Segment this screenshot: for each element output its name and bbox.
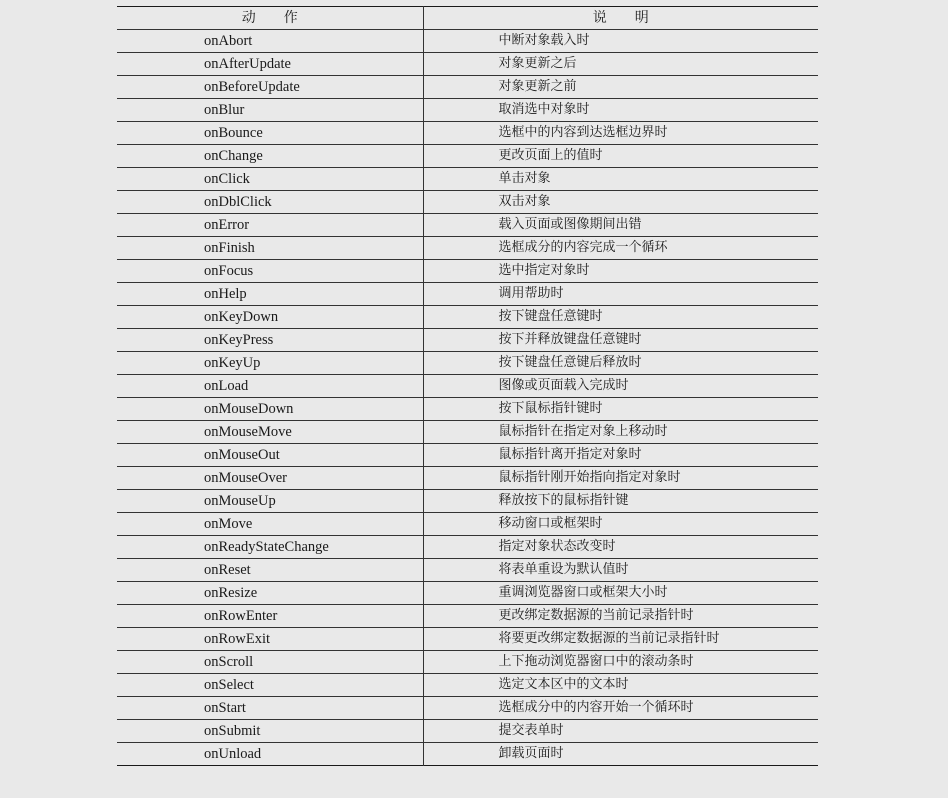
table-row <box>117 651 818 674</box>
event-name-cell: onError <box>117 214 423 237</box>
event-description-cell: 释放按下的鼠标指针键 <box>423 490 818 513</box>
table-row <box>117 99 818 122</box>
event-description-cell: 重调浏览器窗口或框架大小时 <box>423 582 818 605</box>
event-name-cell: onClick <box>117 168 423 191</box>
event-name-cell: onStart <box>117 697 423 720</box>
table-row <box>117 283 818 306</box>
event-description-cell: 鼠标指针在指定对象上移动时 <box>423 421 818 444</box>
event-name-cell: onSelect <box>117 674 423 697</box>
event-description-cell: 中断对象载入时 <box>423 30 818 53</box>
event-name-cell: onChange <box>117 145 423 168</box>
event-description-cell: 将要更改绑定数据源的当前记录指针时 <box>423 628 818 651</box>
event-name-cell: onUnload <box>204 746 262 762</box>
description-column-header <box>423 7 818 30</box>
action-header-char-1: 动 <box>241 10 256 26</box>
table-row <box>117 720 818 743</box>
event-description-cell: 图像或页面载入完成时 <box>423 375 818 398</box>
table-header-row <box>117 7 818 30</box>
table-row <box>117 559 818 582</box>
event-description-cell: 更改绑定数据源的当前记录指针时 <box>423 605 818 628</box>
table-row <box>117 605 818 628</box>
table-row <box>117 53 818 76</box>
event-description-cell: 鼠标指针刚开始指向指定对象时 <box>423 467 818 490</box>
table-row <box>117 628 818 651</box>
table-row <box>117 191 818 214</box>
event-name-cell: onRowExit <box>117 628 423 651</box>
table-row <box>117 76 818 99</box>
event-description-cell: 按下鼠标指针键时 <box>423 398 818 421</box>
event-name-cell: onResize <box>117 582 423 605</box>
event-description-cell: 按下并释放键盘任意键时 <box>423 329 818 352</box>
table-row <box>117 306 818 329</box>
table-row <box>117 260 818 283</box>
event-action-table <box>117 6 818 766</box>
table-row <box>117 237 818 260</box>
table-row <box>117 743 818 766</box>
event-name-cell: onMouseOut <box>117 444 423 467</box>
event-description-cell: 载入页面或图像期间出错 <box>423 214 818 237</box>
event-name-cell: onMouseMove <box>117 421 423 444</box>
event-name-cell: onRowEnter <box>117 605 423 628</box>
event-name-cell: onMouseDown <box>117 398 423 421</box>
action-column-header <box>117 7 423 30</box>
event-description-cell: 将表单重设为默认值时 <box>423 559 818 582</box>
event-description-cell: 提交表单时 <box>423 720 818 743</box>
desc-header-char-2: 明 <box>634 10 649 26</box>
table-row <box>117 145 818 168</box>
event-name-cell: onLoad <box>117 375 423 398</box>
table-row <box>117 30 818 53</box>
table-row <box>117 122 818 145</box>
table-row <box>117 582 818 605</box>
event-description-cell: 选定文本区中的文本时 <box>423 674 818 697</box>
event-name-cell: onBeforeUpdate <box>117 76 423 99</box>
event-name-cell: onKeyPress <box>117 329 423 352</box>
event-name-cell: onBounce <box>117 122 423 145</box>
event-description-cell: 调用帮助时 <box>423 283 818 306</box>
event-description-cell: 双击对象 <box>423 191 818 214</box>
event-description-cell: 卸载页面时 <box>423 743 818 766</box>
table-row <box>117 697 818 720</box>
table-row <box>117 444 818 467</box>
event-name-cell: onSubmit <box>117 720 423 743</box>
table-row <box>117 214 818 237</box>
event-name-cell: onMouseUp <box>117 490 423 513</box>
event-description-cell: 选框成分中的内容开始一个循环时 <box>423 697 818 720</box>
table-row <box>117 329 818 352</box>
event-name-cell: onHelp <box>117 283 423 306</box>
action-header-char-2: 作 <box>283 10 298 26</box>
event-name-cell: onAbort <box>117 30 423 53</box>
event-description-cell: 指定对象状态改变时 <box>423 536 818 559</box>
event-name-cell: onBlur <box>117 99 423 122</box>
table-row <box>117 398 818 421</box>
event-description-cell: 对象更新之前 <box>423 76 818 99</box>
event-description-cell: 单击对象 <box>423 168 818 191</box>
event-description-cell: 选框中的内容到达选框边界时 <box>423 122 818 145</box>
event-description-cell: 更改页面上的值时 <box>423 145 818 168</box>
event-name-cell: onMove <box>117 513 423 536</box>
table-row <box>117 421 818 444</box>
event-description-cell: 对象更新之后 <box>423 53 818 76</box>
table-row <box>117 490 818 513</box>
table-row <box>117 513 818 536</box>
event-description-cell: 选中指定对象时 <box>423 260 818 283</box>
event-description-cell: 鼠标指针离开指定对象时 <box>423 444 818 467</box>
event-name-cell: onReset <box>117 559 423 582</box>
table-row <box>117 536 818 559</box>
event-name-cell: onFocus <box>117 260 423 283</box>
event-description-cell: 按下键盘任意键后释放时 <box>423 352 818 375</box>
event-name-cell: onMouseOver <box>117 467 423 490</box>
table-row <box>117 352 818 375</box>
event-name-cell: onFinish <box>117 237 423 260</box>
event-name-cell: onKeyDown <box>117 306 423 329</box>
event-description-cell: 移动窗口或框架时 <box>423 513 818 536</box>
table-row <box>117 375 818 398</box>
event-name-cell: onDblClick <box>117 191 423 214</box>
event-name-cell: onScroll <box>117 651 423 674</box>
event-description-cell: 按下键盘任意键时 <box>423 306 818 329</box>
event-name-cell: onAfterUpdate <box>117 53 423 76</box>
event-description-cell: 取消选中对象时 <box>423 99 818 122</box>
event-name-cell: onReadyStateChange <box>117 536 423 559</box>
event-name-cell: onKeyUp <box>117 352 423 375</box>
table-row <box>117 467 818 490</box>
table-row <box>117 168 818 191</box>
table-row <box>117 674 818 697</box>
table-body <box>117 30 818 766</box>
desc-header-char-1: 说 <box>592 10 607 26</box>
event-description-cell: 上下拖动浏览器窗口中的滚动条时 <box>423 651 818 674</box>
event-description-cell: 选框成分的内容完成一个循环 <box>423 237 818 260</box>
